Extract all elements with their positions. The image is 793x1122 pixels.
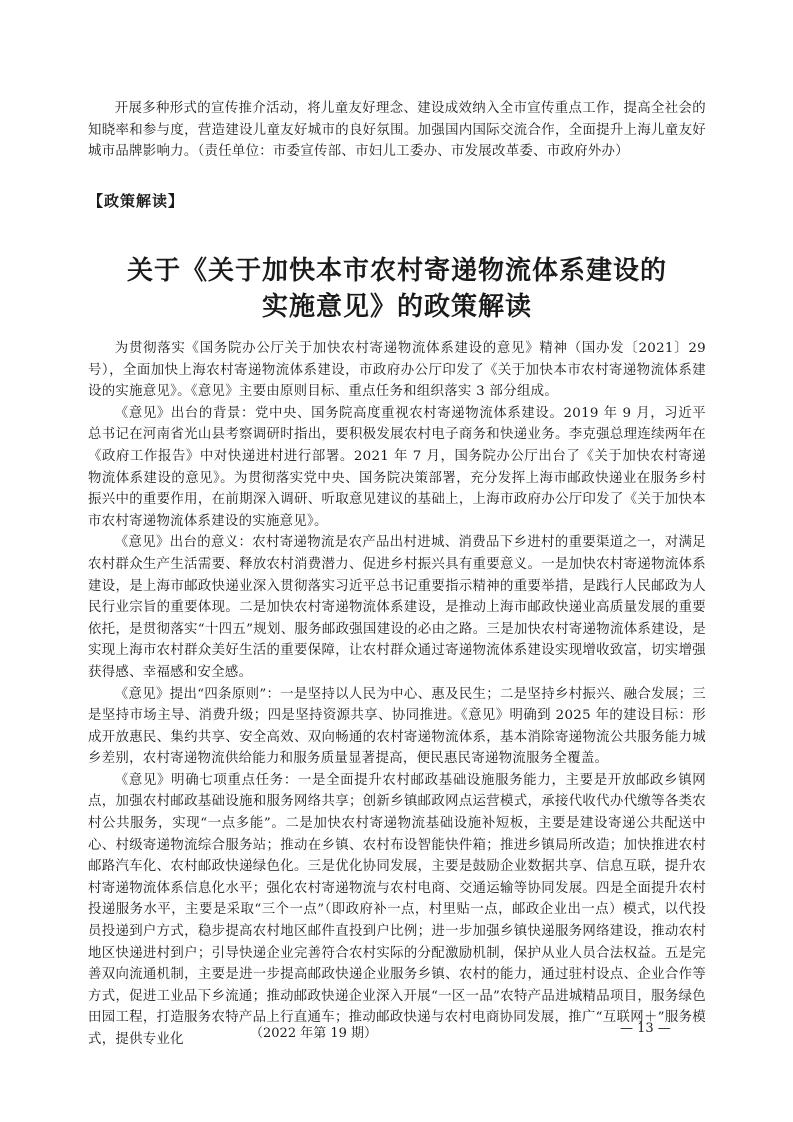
paragraph-intro: 为贯彻落实《国务院办公厅关于加快农村寄递物流体系建设的意见》精神（国办发〔2021〕29 号），全面加快上海农村寄递物流体系建设，市政府办公厅印发了《关于加快本市农村寄递物流体系建设的实施意见》。《意见》主要由原则目标、重点任务和组织落实 3 部分组成。 xyxy=(88,341,706,400)
footer-issue: （2022 年第 19 期） xyxy=(250,1026,378,1041)
paragraph-background: 《意见》出台的背景：党中央、国务院高度重视农村寄递物流体系建设。2019 年 9 月，习近平总书记在河南省光山县考察调研时指出，要积极发展农村电子商务和快递业务。李克强总理连续两年在《政府工作报告》中对快递进村进行部署。2021 年 7 月，国务院办公厅出台了《关于加快农村寄递物流体系建设的意见》。为贯彻落实党中央、国务院决策部署，充分发挥上海市邮政快递业在服务乡村振兴中的重要作用，在前期深入调研、听取意见建议的基础上，上海市政府办公厅印发了《关于加快本市农村寄递物流体系建设的实施意见》。 xyxy=(88,405,706,529)
page-number: — 13 — xyxy=(620,1021,671,1036)
section-tag: 【政策解读】 xyxy=(88,192,185,210)
title-line-2: 实施意见》的政策解读 xyxy=(261,292,532,322)
paragraph-significance: 《意见》出台的意义：农村寄递物流是农产品出村进城、消费品下乡进村的重要渠道之一，对满足农村群众生产生活需要、释放农村消费潜力、促进乡村振兴具有重要意义。一是加快农村寄递物流体系建设，是上海市邮政快递业深入贯彻落实习近平总书记重要指示精神的重要举措，是践行人民邮政为人民行业宗旨的重要体现。二是加快农村寄递物流体系建设，是推动上海市邮政快递业高质量发展的重要依托，是贯彻落实“十四五”规划、服务邮政强国建设的必由之路。三是加快农村寄递物流体系建设，是实现上海市农村群众美好生活的重要保障，让农村群众通过寄递物流体系建设实现增收致富，切实增强获得感、幸福感和安全感。 xyxy=(88,535,706,680)
article-title xyxy=(88,253,706,325)
paragraph-tasks: 《意见》明确七项重点任务：一是全面提升农村邮政基础设施服务能力，主要是开放邮政乡镇网点，加强农村邮政基础设施和服务网络共享；创新乡镇邮政网点运营模式，承接代收代办代缴等各类农村公共服务，实现“一点多能”。二是加快农村寄递物流基础设施补短板，主要是建设寄递公共配送中心、村级寄递物流综合服务站；推动在乡镇、农村布设智能快件箱；推进乡镇局所改造；加快推进农村邮路汽车化、农村邮政快递绿色化。三是优化协同发展，主要是鼓励企业数据共享、信息互联，提升农村寄递物流体系信息化水平；强化农村寄递物流与农村电商、交通运输等协同发展。四是全面提升农村投递服务水平，主要是采取“三个一点”（即政府补一点，村里贴一点，邮政企业出一点）模式，以代投员投递到户方式，稳步提高农村地区邮件直投到户比例；进一步加强乡镇快递服务网络建设，推动农村地区快递进村到户；引导快递企业完善符合农村实际的分配激励机制，保护从业人员合法权益。五是完善双向流通机制，主要是进一步提高邮政快递企业服务乡镇、农村的能力，通过驻村设点、企业合作等方式，促进工业品下乡流通；推动邮政快递企业深入开展“一区一品”农特产品进城精品项目，服务绿色田园工程，打造服务农特产品上行直通车；推动邮政快递与农村电商协同发展，推广“互联网＋”服务模式，提供专业化 xyxy=(88,772,706,1047)
article-body xyxy=(88,338,706,1051)
intro-paragraph: 开展多种形式的宣传推介活动，将儿童友好理念、建设成效纳入全市宣传重点工作，提高全社会的知晓率和参与度，营造建设儿童友好城市的良好氛围。加强国内国际交流合作，全面提升上海儿童友好城市品牌影响力。（责任单位：市委宣传部、市妇儿工委办、市发展改革委、市政府外办） xyxy=(88,101,706,160)
paragraph-principles: 《意见》提出“四条原则”：一是坚持以人民为中心、惠及民生；二是坚持乡村振兴、融合发展；三是坚持市场主导、消费升级；四是坚持资源共享、协同推进。《意见》明确到 2025 年的建设目标：形成开放惠民、集约共享、安全高效、双向畅通的农村寄递物流体系，基本消除寄递物流公共服务能力城乡差别，农村寄递物流供给能力和服务质量显著提高，便民惠民寄递物流服务全覆盖。 xyxy=(88,686,706,767)
title-line-1: 关于《关于加快本市农村寄递物流体系建设的 xyxy=(126,256,667,286)
